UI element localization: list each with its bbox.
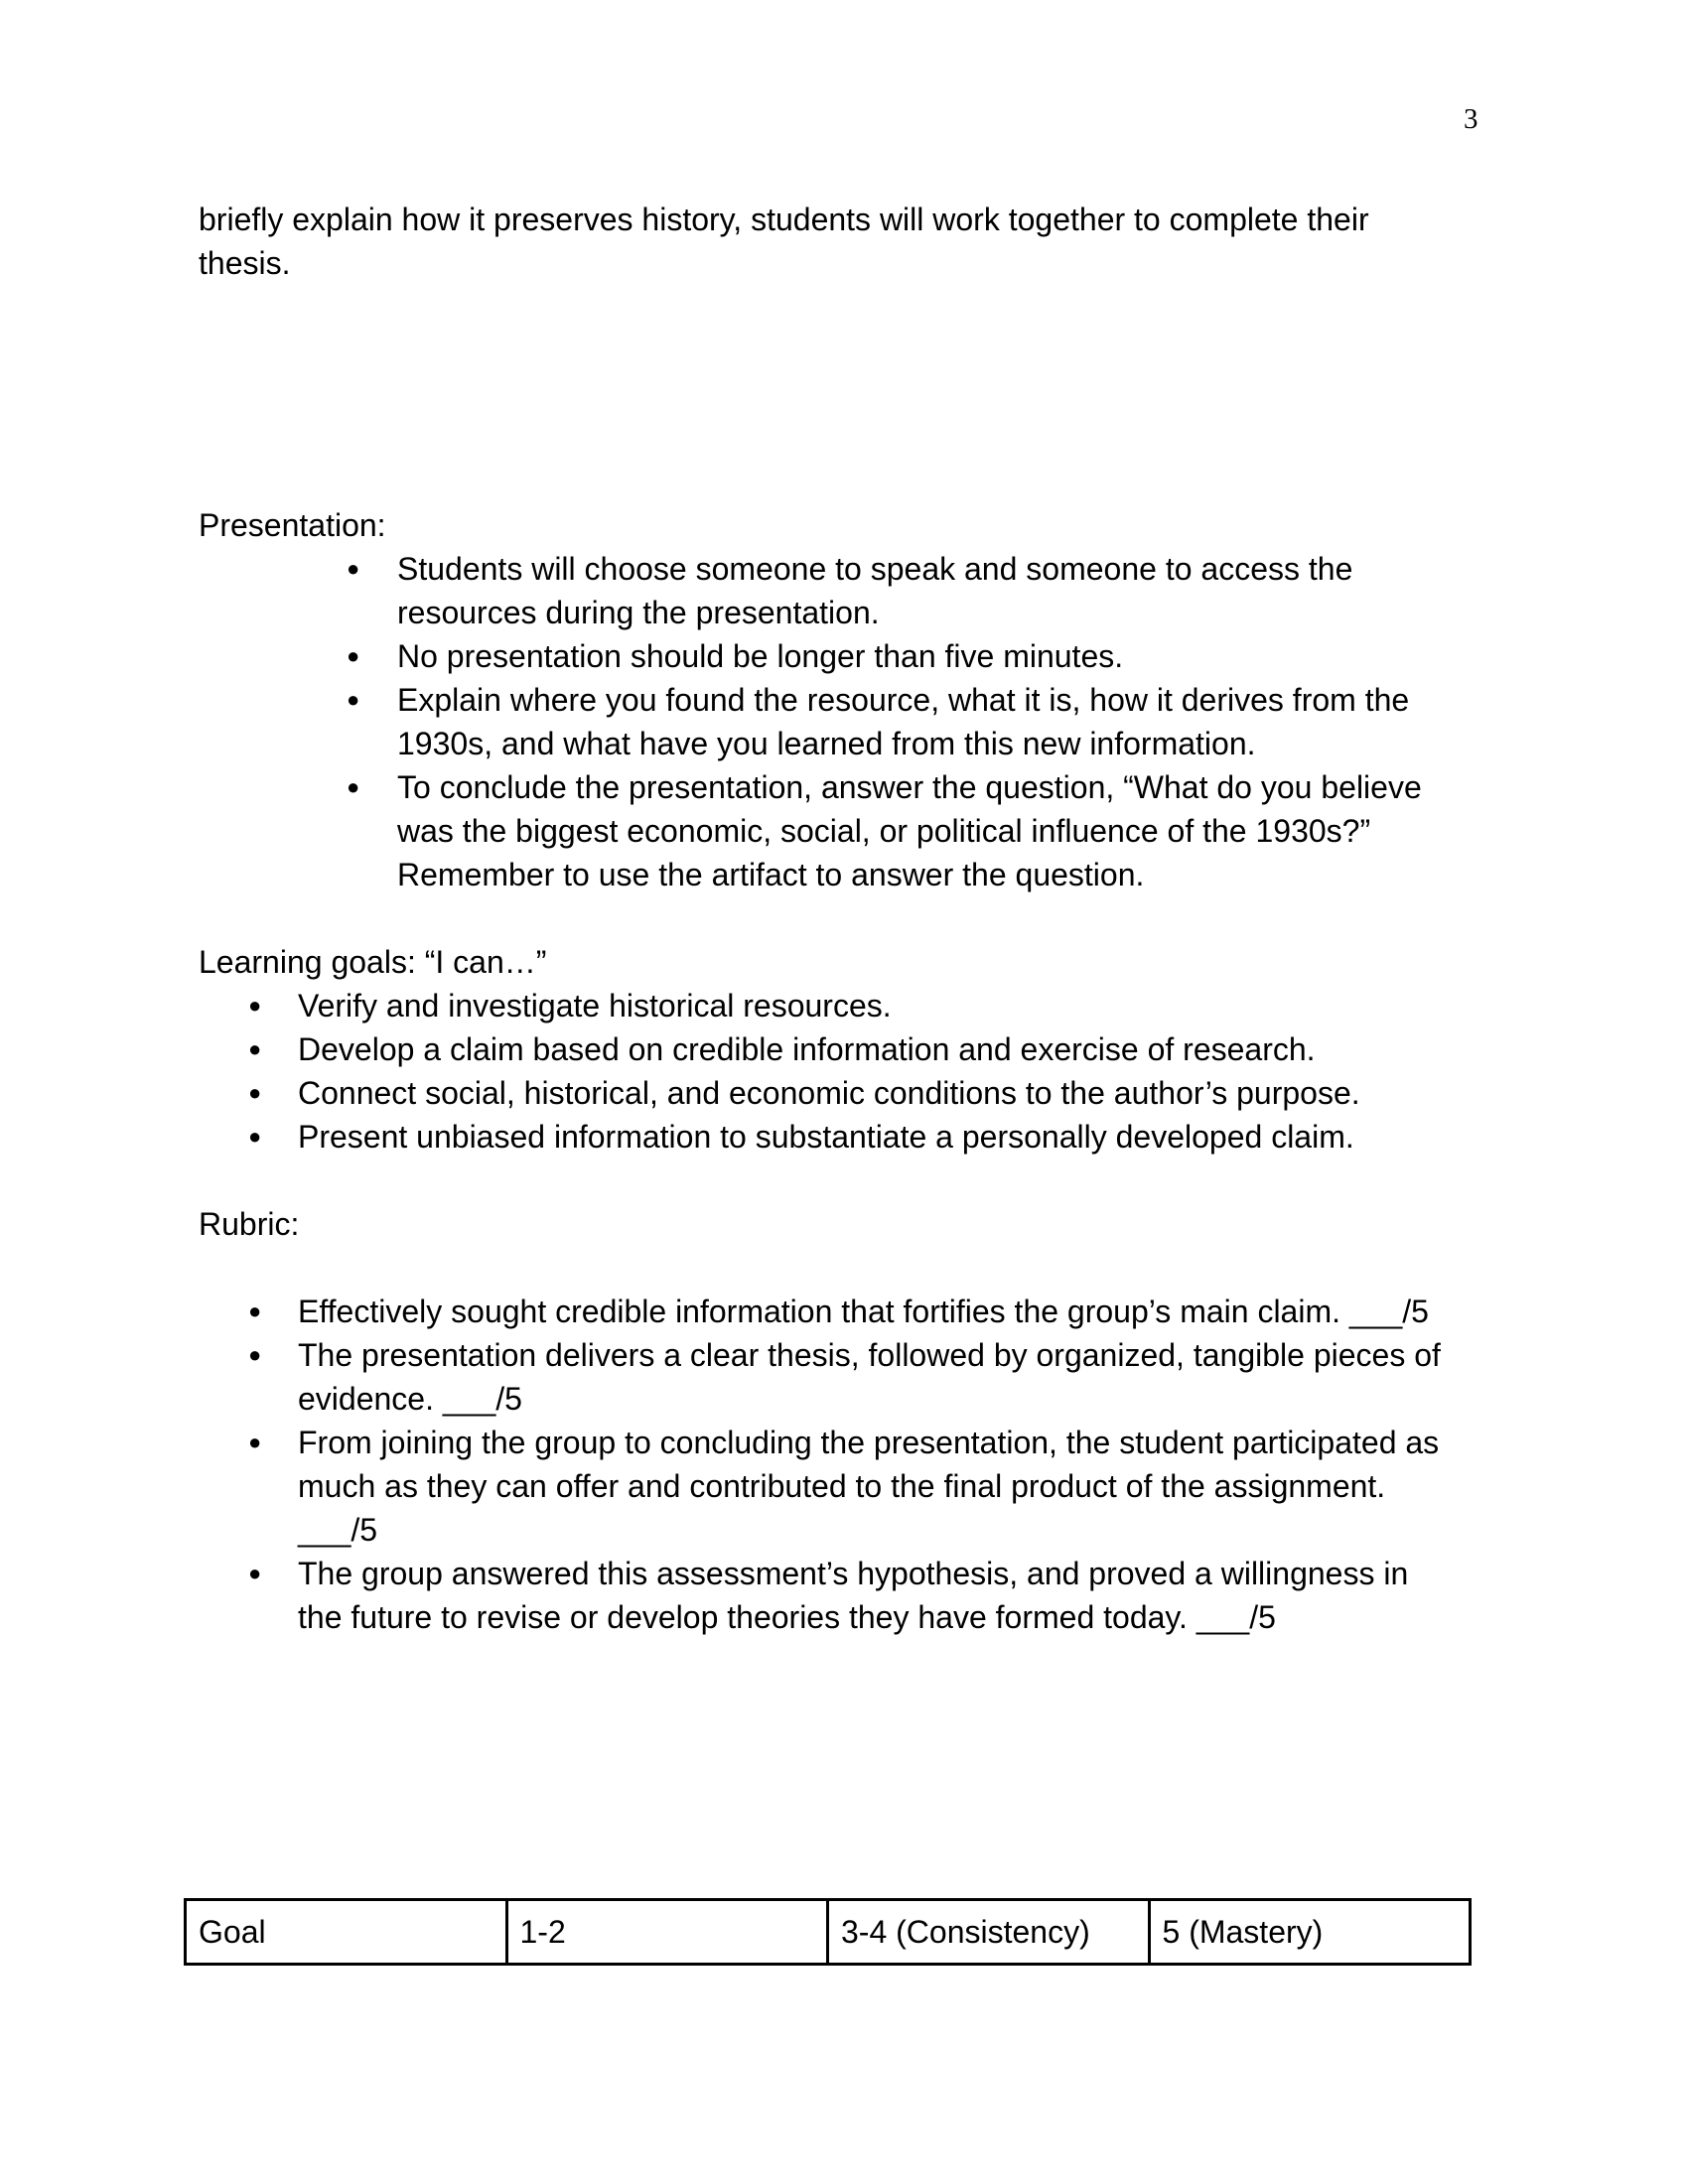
bullet-icon: ● bbox=[248, 1036, 262, 1061]
presentation-list bbox=[199, 547, 1489, 896]
bullet-icon: ● bbox=[248, 1080, 262, 1105]
list-item bbox=[199, 1115, 1489, 1159]
list-item bbox=[199, 1333, 1489, 1421]
spacer bbox=[199, 1159, 1489, 1202]
bullet-icon: ● bbox=[248, 1124, 262, 1149]
list-item-line: ___/5 bbox=[298, 1512, 378, 1548]
intro-line: briefly explain how it preserves history, students will work together to complete their bbox=[199, 202, 1369, 237]
list-item-line: Present unbiased information to substantiate a personally developed claim. bbox=[298, 1119, 1354, 1155]
list-item-line: Students will choose someone to speak and someone to access the bbox=[397, 551, 1353, 587]
intro-line: thesis. bbox=[199, 245, 291, 281]
bullet-icon: ● bbox=[248, 993, 262, 1018]
list-item-line: Develop a claim based on credible information and exercise of research. bbox=[298, 1031, 1316, 1067]
list-item bbox=[199, 678, 1489, 765]
list-item-line: Verify and investigate historical resources. bbox=[298, 988, 892, 1024]
presentation-heading: Presentation: bbox=[199, 507, 386, 543]
list-item bbox=[199, 1071, 1489, 1115]
list-item-line: To conclude the presentation, answer the question, “What do you believe bbox=[397, 769, 1422, 805]
bullet-icon: ● bbox=[248, 1298, 262, 1323]
list-item-line: much as they can offer and contributed to the final product of the assignment. bbox=[298, 1468, 1386, 1504]
document-body bbox=[199, 198, 1489, 1639]
table-header-row bbox=[186, 1900, 1471, 1965]
list-item bbox=[199, 1027, 1489, 1071]
spacer bbox=[199, 896, 1489, 940]
list-item-line: From joining the group to concluding the presentation, the student participated as bbox=[298, 1425, 1440, 1460]
list-item-line: Effectively sought credible information that fortifies the group’s main claim. ___/5 bbox=[298, 1294, 1429, 1329]
table-header-cell: 1-2 bbox=[506, 1900, 828, 1965]
list-item-line: The group answered this assessment’s hypothesis, and proved a willingness in bbox=[298, 1556, 1409, 1591]
bullet-icon: ● bbox=[347, 643, 360, 668]
goal-table bbox=[184, 1898, 1472, 1966]
list-item bbox=[199, 547, 1489, 634]
list-item-line: was the biggest economic, social, or political influence of the 1930s?” bbox=[397, 813, 1371, 849]
bullet-icon: ● bbox=[347, 556, 360, 581]
bullet-icon: ● bbox=[248, 1430, 262, 1454]
list-item-line: the future to revise or develop theories they have formed today. ___/5 bbox=[298, 1599, 1276, 1635]
table-header-cell: Goal bbox=[186, 1900, 507, 1965]
table-header-cell: 3-4 (Consistency) bbox=[828, 1900, 1150, 1965]
bullet-icon: ● bbox=[248, 1342, 262, 1367]
learning-goals-list bbox=[199, 984, 1489, 1159]
list-item bbox=[199, 984, 1489, 1027]
list-item-line: Connect social, historical, and economic conditions to the author’s purpose. bbox=[298, 1075, 1360, 1111]
list-item-line: The presentation delivers a clear thesis, followed by organized, tangible pieces of bbox=[298, 1337, 1441, 1373]
learning-goals-heading: Learning goals: “I can…” bbox=[199, 944, 547, 980]
list-item-line: evidence. ___/5 bbox=[298, 1381, 522, 1417]
bullet-icon: ● bbox=[347, 774, 360, 799]
bullet-icon: ● bbox=[347, 687, 360, 712]
list-item bbox=[199, 1552, 1489, 1639]
spacer bbox=[199, 285, 1489, 503]
rubric-heading: Rubric: bbox=[199, 1206, 300, 1242]
list-item bbox=[199, 1290, 1489, 1333]
spacer bbox=[199, 1246, 1489, 1290]
page-number: 3 bbox=[1464, 103, 1478, 135]
table-header-cell: 5 (Mastery) bbox=[1149, 1900, 1471, 1965]
list-item-line: Explain where you found the resource, what it is, how it derives from the bbox=[397, 682, 1410, 718]
list-item bbox=[199, 765, 1489, 896]
rubric-list bbox=[199, 1290, 1489, 1639]
list-item bbox=[199, 1421, 1489, 1552]
list-item-line: 1930s, and what have you learned from this new information. bbox=[397, 726, 1256, 761]
bullet-icon: ● bbox=[248, 1561, 262, 1585]
list-item-line: resources during the presentation. bbox=[397, 595, 880, 630]
list-item-line: Remember to use the artifact to answer the question. bbox=[397, 857, 1145, 892]
list-item bbox=[199, 634, 1489, 678]
list-item-line: No presentation should be longer than five minutes. bbox=[397, 638, 1124, 674]
